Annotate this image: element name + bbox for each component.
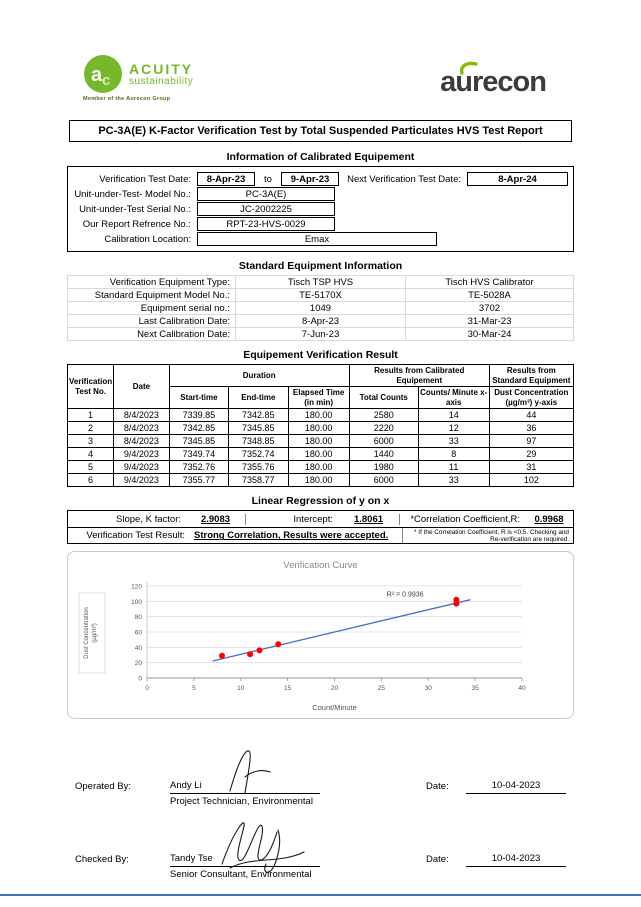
x-axis-label: Count/Minute xyxy=(312,703,357,713)
calibration-location-value: Emax xyxy=(197,232,437,246)
checked-by-block xyxy=(75,824,566,881)
acuity-logo xyxy=(83,54,193,102)
acuity-logo-text xyxy=(129,62,193,87)
r-squared-label: R² = 0.9936 xyxy=(386,591,424,599)
serial-no-row xyxy=(73,202,568,216)
result-cell: 2 xyxy=(68,422,114,435)
y-tick-label: 100 xyxy=(131,599,142,607)
acuity-logo-top xyxy=(83,54,193,94)
y-tick-label: 120 xyxy=(131,583,142,591)
aurecon-leaf-icon xyxy=(459,61,481,75)
slope-value: 2.9083 xyxy=(186,514,246,525)
result-cell: 29 xyxy=(489,448,573,461)
checked-signature-area xyxy=(170,824,320,881)
result-cell: 6000 xyxy=(349,474,418,487)
x-tick-label: 40 xyxy=(518,685,526,693)
result-cell: 6000 xyxy=(349,435,418,448)
regression-box xyxy=(67,510,574,544)
aurecon-name: aurecon xyxy=(440,66,546,98)
model-no-row xyxy=(73,187,568,201)
header-calibrated-group: Results from Calibrated Equipement xyxy=(349,365,489,387)
result-row xyxy=(68,435,574,448)
svg-text:a: a xyxy=(91,64,103,86)
report-ref-label: Our Report Refrence No.: xyxy=(82,218,191,230)
last-calibration-label: Last Calibration Date: xyxy=(68,315,236,328)
section-heading-calibrated-info: Information of Calibrated Equipement xyxy=(226,151,415,163)
table-row xyxy=(68,328,574,341)
operated-signature-top xyxy=(170,751,320,793)
result-cell: 97 xyxy=(489,435,573,448)
result-cell: 7342.85 xyxy=(229,409,288,422)
result-cell: 33 xyxy=(418,474,489,487)
verification-date-row xyxy=(73,172,568,186)
result-row xyxy=(68,448,574,461)
serial-no-label: Equipment serial no.: xyxy=(68,302,236,315)
test-result-label: Verification Test Result: xyxy=(86,530,185,542)
last-calibration-col2: 31-Mar-23 xyxy=(406,315,574,328)
correlation-value: 0.9968 xyxy=(534,513,564,525)
header-total-counts: Total Counts xyxy=(349,387,418,409)
report-ref-row xyxy=(73,217,568,231)
result-cell: 180.00 xyxy=(288,435,349,448)
serial-no-col2: 3702 xyxy=(406,302,574,315)
slope-label: Slope, K factor: xyxy=(116,513,181,525)
header-standard-group: Results from Standard Equipment xyxy=(489,365,573,387)
verification-test-date-to: 9-Apr-23 xyxy=(281,172,339,186)
x-tick-label: 30 xyxy=(424,685,432,693)
operated-signature-icon xyxy=(222,745,282,797)
acuity-name: ACUITY xyxy=(129,60,194,77)
result-cell: 11 xyxy=(418,461,489,474)
result-row xyxy=(68,422,574,435)
result-cell: 9/4/2023 xyxy=(114,461,170,474)
serial-no-value: JC-2002225 xyxy=(197,202,335,216)
section-heading-regression: Linear Regression of y on x xyxy=(251,495,390,508)
table-row xyxy=(68,276,574,289)
y-tick-label: 80 xyxy=(134,614,142,622)
checked-name: Tandy Tse xyxy=(170,853,213,865)
x-tick-label: 5 xyxy=(192,685,196,693)
test-result-value: Strong Correlation, Results were accepted. xyxy=(194,530,389,542)
model-no-label: Standard Equipment Model No.: xyxy=(68,289,236,302)
report-ref-value: RPT-23-HVS-0029 xyxy=(197,217,335,231)
correlation-label: *Correlation Coefficient,R: xyxy=(410,513,520,525)
header-start-time: Start-time xyxy=(169,387,228,409)
operated-signature-area xyxy=(170,751,320,808)
result-row xyxy=(68,409,574,422)
checked-date-field xyxy=(466,853,566,867)
result-row xyxy=(68,461,574,474)
model-no-label: Unit-under-Test- Model No.: xyxy=(74,188,191,200)
calibration-location-row xyxy=(73,232,568,246)
acuity-logo-icon xyxy=(83,54,123,94)
result-cell: 1440 xyxy=(349,448,418,461)
result-cell: 33 xyxy=(418,435,489,448)
result-cell: 7352.74 xyxy=(229,448,288,461)
result-cell: 14 xyxy=(418,409,489,422)
result-cell: 180.00 xyxy=(288,474,349,487)
operated-date-label: Date: xyxy=(426,781,449,793)
result-cell: 7342.85 xyxy=(169,422,228,435)
y-tick-label: 20 xyxy=(134,660,142,668)
equipment-type-col1: Tisch TSP HVS xyxy=(236,276,406,289)
logo-row xyxy=(67,54,574,108)
operated-name: Andy Li xyxy=(170,780,202,792)
operated-date-field xyxy=(466,780,566,794)
header-dust-concentration: Dust Concentration (µg/m³) y-axis xyxy=(489,387,573,409)
result-cell: 7348.85 xyxy=(229,435,288,448)
result-cell: 2580 xyxy=(349,409,418,422)
x-tick-label: 0 xyxy=(145,685,149,693)
operated-title: Project Technician, Environmental xyxy=(170,796,313,808)
acuity-tagline: Member of the Aurecon Group xyxy=(83,96,171,102)
result-cell: 6 xyxy=(68,474,114,487)
result-cell: 1980 xyxy=(349,461,418,474)
checked-date-label: Date: xyxy=(426,854,449,866)
x-tick-label: 20 xyxy=(330,685,339,693)
result-cell: 7352.76 xyxy=(169,461,228,474)
next-calibration-label: Next Calibration Date: xyxy=(68,328,236,341)
result-cell: 8 xyxy=(418,448,489,461)
data-point xyxy=(275,642,281,648)
header-date: Date xyxy=(114,365,170,409)
section-heading-verification-result: Equipement Verification Result xyxy=(243,349,398,361)
next-calibration-col1: 7-Jun-23 xyxy=(236,328,406,341)
result-cell: 180.00 xyxy=(288,422,349,435)
data-point xyxy=(257,648,263,654)
calibration-location-label: Calibration Location: xyxy=(104,233,191,245)
result-cell: 8/4/2023 xyxy=(114,409,170,422)
next-calibration-col2: 30-Mar-24 xyxy=(406,328,574,341)
result-cell: 102 xyxy=(489,474,573,487)
chart-title: Verification Curve xyxy=(283,560,358,572)
next-verification-date-value: 8-Apr-24 xyxy=(467,172,568,186)
operated-date-value: 10-04-2023 xyxy=(491,780,541,792)
y-tick-label: 0 xyxy=(138,675,142,683)
data-point xyxy=(247,652,253,658)
acuity-subtitle: sustainability xyxy=(129,75,194,87)
section-heading-standard-equipment: Standard Equipment Information xyxy=(238,260,403,272)
regression-values-row xyxy=(68,511,573,527)
result-cell: 9/4/2023 xyxy=(114,448,170,461)
operated-by-label: Operated By: xyxy=(75,781,131,793)
result-cell: 180.00 xyxy=(288,461,349,474)
result-cell: 7339.85 xyxy=(169,409,228,422)
equipment-type-label: Verification Equipment Type: xyxy=(68,276,236,289)
checked-date-value: 10-04-2023 xyxy=(491,853,541,865)
header-end-time: End-time xyxy=(229,387,288,409)
result-cell: 2220 xyxy=(349,422,418,435)
result-cell: 7345.85 xyxy=(169,435,228,448)
result-cell: 180.00 xyxy=(288,448,349,461)
table-row xyxy=(68,289,574,302)
result-table-body xyxy=(68,409,574,487)
verification-curve-chart xyxy=(67,551,574,719)
result-table-head xyxy=(68,365,574,409)
result-cell: 31 xyxy=(489,461,573,474)
data-point xyxy=(453,597,459,603)
result-cell: 9/4/2023 xyxy=(114,474,170,487)
result-cell: 7345.85 xyxy=(229,422,288,435)
serial-no-col1: 1049 xyxy=(236,302,406,315)
result-cell: 5 xyxy=(68,461,114,474)
checked-signature-icon xyxy=(216,814,312,874)
result-cell: 36 xyxy=(489,422,573,435)
result-cell: 1 xyxy=(68,409,114,422)
aurecon-logo xyxy=(440,68,546,96)
header-duration-group: Duration xyxy=(169,365,349,387)
checked-signature-top xyxy=(170,824,320,866)
result-cell: 4 xyxy=(68,448,114,461)
x-tick-label: 10 xyxy=(237,685,245,693)
calibrated-info-box xyxy=(67,166,574,252)
result-cell: 7349.74 xyxy=(169,448,228,461)
header-row-groups xyxy=(68,365,574,387)
model-no-col2: TE-5028A xyxy=(406,289,574,302)
table-row xyxy=(68,302,574,315)
result-cell: 180.00 xyxy=(288,409,349,422)
serial-no-label: Unit-under-Test Serial No.: xyxy=(79,203,191,215)
report-title: PC-3A(E) K-Factor Verification Test by Total Suspended Particulates HVS Test Report xyxy=(69,120,572,142)
result-cell: 44 xyxy=(489,409,573,422)
equipment-type-col2: Tisch HVS Calibrator xyxy=(406,276,574,289)
intercept-label: Intercept: xyxy=(293,513,333,525)
verification-test-date-from: 8-Apr-23 xyxy=(197,172,255,186)
result-row xyxy=(68,474,574,487)
x-tick-label: 25 xyxy=(377,685,385,693)
result-cell: 3 xyxy=(68,435,114,448)
y-tick-label: 40 xyxy=(134,645,142,653)
result-cell: 7355.77 xyxy=(169,474,228,487)
operated-by-block xyxy=(75,751,566,808)
result-cell: 12 xyxy=(418,422,489,435)
header-counts-per-minute: Counts/ Minute x-axis xyxy=(418,387,489,409)
correlation-note: * If the Correlation Coefficient, R is <0.5. Checking and Re-verification are required. xyxy=(402,528,573,543)
table-row xyxy=(68,315,574,328)
regression-result-row xyxy=(68,527,573,543)
y-tick-label: 60 xyxy=(134,629,142,637)
x-tick-label: 15 xyxy=(284,685,292,693)
model-no-col1: TE-5170X xyxy=(236,289,406,302)
last-calibration-col1: 8-Apr-23 xyxy=(236,315,406,328)
header-elapsed: Elapsed Time (in min) xyxy=(288,387,349,409)
standard-equipment-table xyxy=(67,275,574,341)
y-axis-label-units: (µg/m³) xyxy=(92,623,98,644)
header-test-no: Verification Test No. xyxy=(68,365,114,409)
to-label: to xyxy=(264,173,272,185)
result-cell: 7355.76 xyxy=(229,461,288,474)
result-cell: 7358.77 xyxy=(229,474,288,487)
next-verification-date-label: Next Verification Test Date: xyxy=(347,173,461,185)
svg-text:c: c xyxy=(102,72,111,89)
checked-title: Senior Consultant, Environmental xyxy=(170,869,312,881)
checked-by-label: Checked By: xyxy=(75,854,129,866)
x-tick-label: 35 xyxy=(471,685,479,693)
result-cell: 8/4/2023 xyxy=(114,422,170,435)
model-no-value: PC-3A(E) xyxy=(197,187,335,201)
intercept-value: 1.8061 xyxy=(338,514,400,525)
result-cell: 8/4/2023 xyxy=(114,435,170,448)
footer-rule xyxy=(0,894,641,896)
y-axis-label: Dust Concentration xyxy=(84,607,90,660)
verification-test-date-label: Verification Test Date: xyxy=(99,173,191,185)
data-point xyxy=(219,653,225,659)
verification-result-table xyxy=(67,364,574,487)
